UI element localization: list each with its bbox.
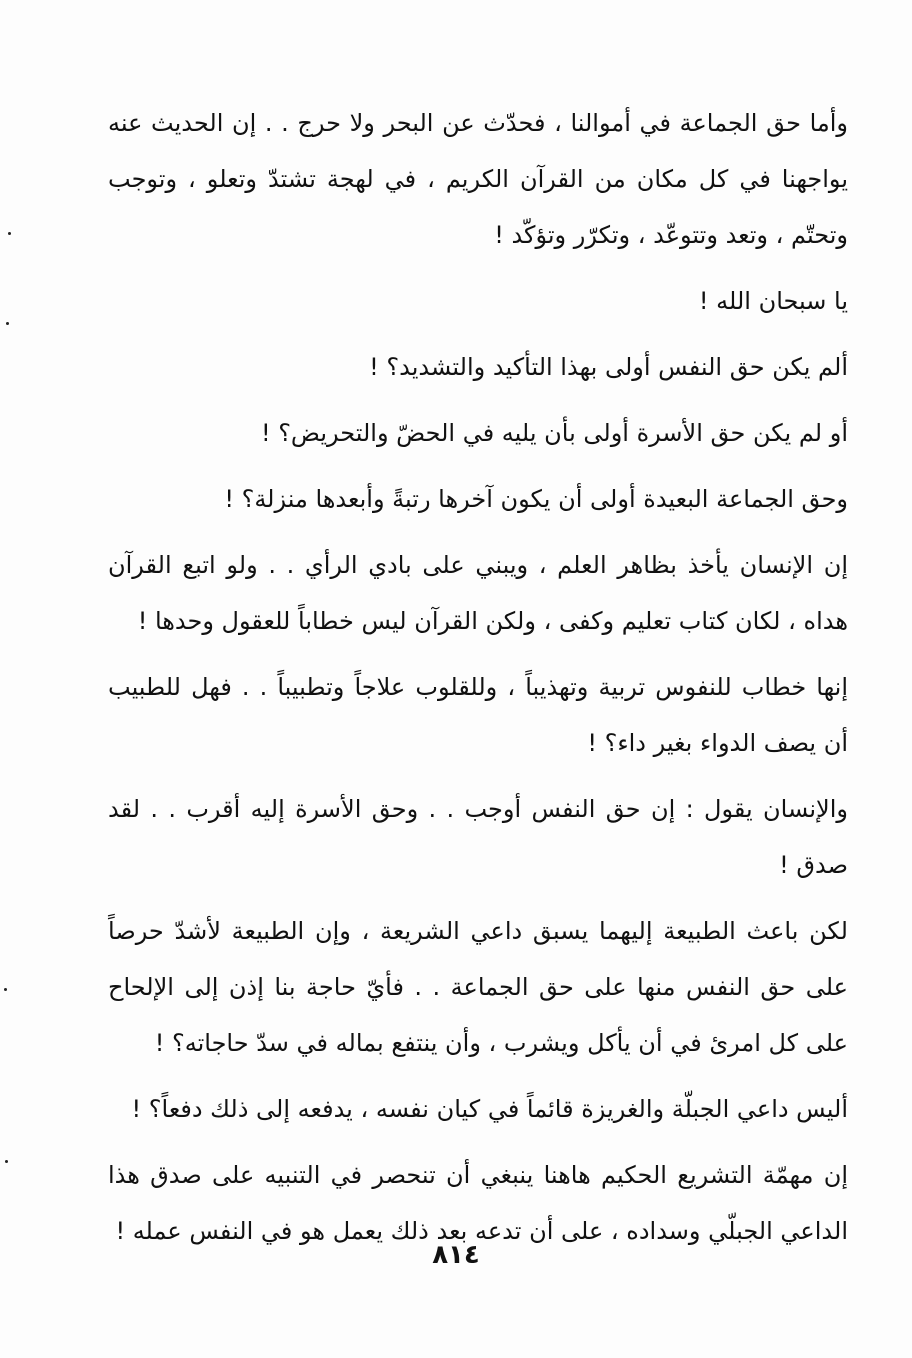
paragraph-3: ألم يكن حق النفس أولى بهذا التأكيد والتشديد؟ ! — [369, 353, 848, 381]
margin-dot — [5, 1160, 8, 1163]
paragraph-9: لكن باعث الطبيعة إليهما يسبق داعي الشريعة ، وإن الطبيعة لأشدّ حرصاً على حق النفس منها على حق الجماعة . . فأيّ حاجة بنا إذن إلى الإلحاح على كل امرئ في أن يأكل ويشرب ، وأن ينتفع بماله في سدّ حاجاته؟ ! — [108, 917, 848, 1057]
paragraph-8: والإنسان يقول : إن حق النفس أوجب . . وحق الأسرة إليه أقرب . . لقد صدق ! — [108, 795, 848, 879]
page-body-text — [108, 95, 848, 1259]
paragraph-5: وحق الجماعة البعيدة أولى أن يكون آخرها رتبةً وأبعدها منزلة؟ ! — [224, 485, 848, 513]
margin-dot — [8, 232, 11, 235]
page-number: ٨١٤ — [432, 1240, 480, 1270]
paragraph-7: إنها خطاب للنفوس تربية وتهذيباً ، وللقلوب علاجاً وتطبيباً . . فهل للطبيب أن يصف الدواء بغير داء؟ ! — [108, 673, 848, 757]
paragraph-4: أو لم يكن حق الأسرة أولى بأن يليه في الحضّ والتحريض؟ ! — [260, 419, 848, 447]
margin-dot — [4, 988, 7, 991]
paragraph-6: إن الإنسان يأخذ بظاهر العلم ، ويبني على بادي الرأي . . ولو اتبع القرآن هداه ، لكان كتاب تعليم وكفى ، ولكن القرآن ليس خطاباً للعقول وحدها ! — [108, 551, 848, 635]
paragraph-10: أليس داعي الجبلّة والغريزة قائماً في كيان نفسه ، يدفعه إلى ذلك دفعاً؟ ! — [131, 1095, 848, 1123]
paragraph-1: وأما حق الجماعة في أموالنا ، فحدّث عن البحر ولا حرج . . إن الحديث عنه يواجهنا في كل مكان من القرآن الكريم ، في لهجة تشتدّ وتعلو ، وتوجب وتحتّم ، وتعد وتتوعّد ، وتكرّر وتؤكّد ! — [108, 109, 848, 249]
paragraph-2: يا سبحان الله ! — [698, 287, 848, 315]
margin-dot — [6, 322, 9, 325]
paragraph-11: إن مهمّة التشريع الحكيم هاهنا ينبغي أن تنحصر في التنبيه على صدق هذا الداعي الجبلّي وسداده ، على أن تدعه بعد ذلك يعمل هو في النفس عمله ! — [108, 1161, 848, 1245]
